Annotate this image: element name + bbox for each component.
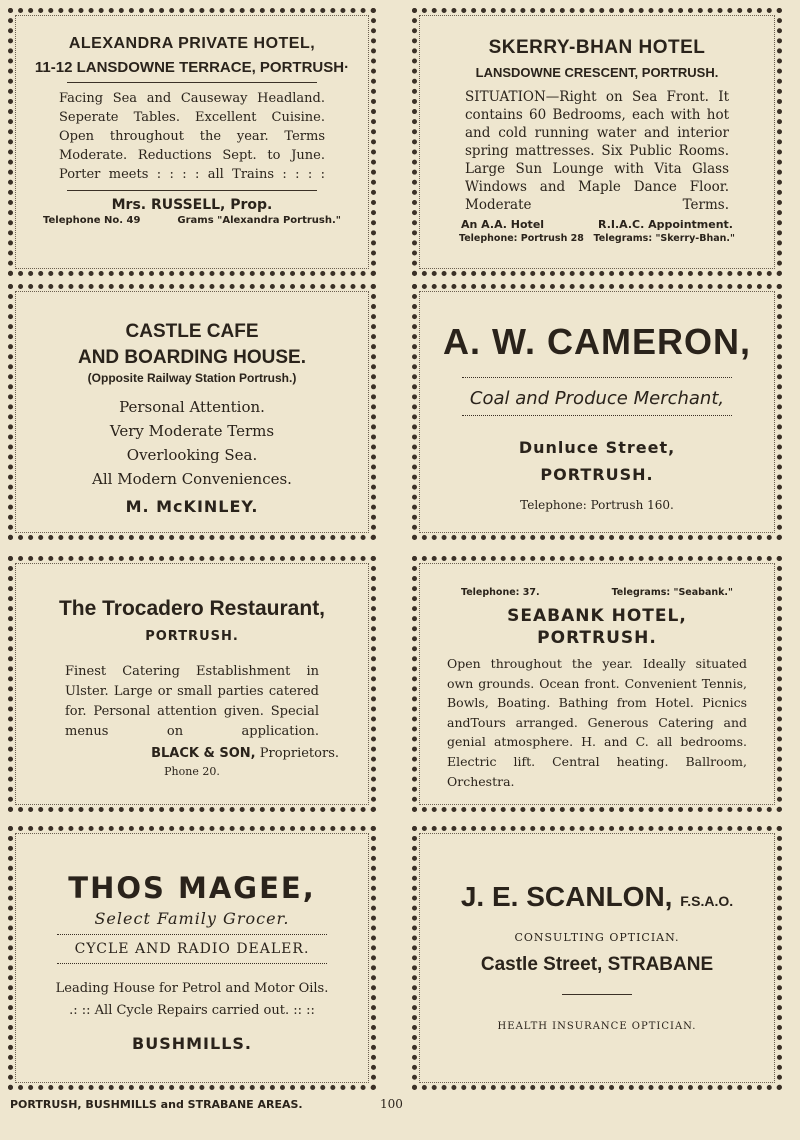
- ad-alexandra-private-hotel: [8, 8, 376, 276]
- divider: [57, 963, 327, 964]
- divider: [67, 82, 317, 83]
- ad-dealer: CYCLE AND RADIO DEALER.: [74, 941, 310, 957]
- ad-telephone: Telephone: Portrush 160.: [520, 498, 674, 512]
- ad-body: Facing Sea and Causeway Headland. Seperate Tables. Excellent Cuisine. Open throughout the year. Terms Moderate. Reductions Sept. to June. Porter meets : : : : all Trains : : : :: [59, 91, 325, 182]
- footer-areas: PORTRUSH, BUSHMILLS and STRABANE AREAS.: [10, 1098, 303, 1111]
- ad-telephone: Telephone: 37.: [461, 587, 540, 598]
- ad-services: [29, 978, 355, 1022]
- divider: [67, 190, 317, 191]
- ad-trocadero-restaurant: [8, 556, 376, 812]
- ad-features: [29, 395, 355, 491]
- ad-street: Dunluce Street,: [518, 438, 676, 457]
- ad-contact-row: [459, 233, 735, 244]
- ad-phone: Phone 20.: [164, 765, 220, 778]
- ad-town: BUSHMILLS.: [132, 1034, 252, 1053]
- ad-skerry-bhan-hotel: [412, 8, 782, 276]
- divider: [57, 934, 327, 935]
- ad-title: THOS MAGEE,: [68, 871, 316, 905]
- ad-town: PORTRUSH.: [540, 465, 654, 484]
- ad-seabank-hotel: [412, 556, 782, 812]
- ad-castle-cafe: [8, 284, 376, 540]
- ad-town: PORTRUSH.: [145, 629, 239, 644]
- ad-location: (Opposite Railway Station Portrush.): [87, 371, 297, 385]
- ad-contact-row: [461, 587, 733, 598]
- ad-qualification: F.S.A.O.: [680, 893, 734, 909]
- ad-title: CASTLE CAFE: [125, 321, 259, 342]
- ad-town: PORTRUSH.: [537, 628, 657, 648]
- ad-role: CONSULTING OPTICIAN.: [514, 931, 680, 944]
- ad-appointment-row: [461, 218, 733, 231]
- ad-body: SITUATION—Right on Sea Front. It contains 60 Bedrooms, each with hot and cold running water and interior spring mattresses. Six Public Rooms. Large Sun Lounge with Vita Glass Windows and Maple Dance Floor. Moderate Terms.: [465, 89, 729, 213]
- ad-trade: Select Family Grocer.: [94, 909, 290, 928]
- ad-trade: Coal and Produce Merchant,: [469, 388, 725, 409]
- ad-title: [433, 881, 761, 913]
- ad-name: J. E. SCANLON,: [460, 881, 673, 912]
- ad-title: A. W. CAMERON,: [443, 321, 751, 362]
- feature-line: Personal Attention.: [119, 398, 265, 416]
- ad-body: Open throughout the year. Ideally situated own grounds. Ocean front. Convenient Tennis, Bowls, Boating. Bathing from Hotel. Picnics andTours arranged. Generous Catering and genial atmosphere. H. and C. all bedrooms. Electric lift. Central heating. Ballroom, Orchestra.: [447, 656, 747, 789]
- ad-telegrams: Telegrams: "Skerry-Bhan.": [593, 233, 735, 244]
- ad-aa: An A.A. Hotel: [461, 218, 545, 231]
- service-line: Leading House for Petrol and Motor Oils.: [55, 981, 329, 996]
- ad-title: SEABANK HOTEL,: [507, 606, 687, 626]
- ad-aw-cameron: [412, 284, 782, 540]
- ad-subtitle: AND BOARDING HOUSE.: [77, 347, 306, 368]
- ad-telephone: Telephone No. 49: [43, 215, 141, 226]
- ad-grams: Grams "Alexandra Portrush.": [177, 215, 341, 226]
- divider: [462, 377, 732, 378]
- ad-thos-magee: [8, 826, 376, 1090]
- page-number: 100: [380, 1097, 403, 1111]
- ad-je-scanlon: [412, 826, 782, 1090]
- proprietor-name: BLACK & SON,: [151, 746, 256, 761]
- divider: [462, 415, 732, 416]
- ad-note: HEALTH INSURANCE OPTICIAN.: [497, 1021, 697, 1032]
- ad-riac: R.I.A.C. Appointment.: [598, 218, 733, 231]
- ad-proprietor: M. McKINLEY.: [125, 497, 259, 516]
- feature-line: Very Moderate Terms: [109, 422, 275, 440]
- ad-proprietor: Mrs. RUSSELL, Prop.: [111, 197, 273, 213]
- ad-title: ALEXANDRA PRIVATE HOTEL,: [68, 35, 316, 52]
- proprietor-title: Proprietors.: [259, 746, 339, 761]
- ad-address: Castle Street, STRABANE: [480, 954, 714, 975]
- feature-line: Overlooking Sea.: [126, 446, 258, 464]
- ad-telephone: Telephone: Portrush 28: [459, 233, 584, 244]
- feature-line: All Modern Conveniences.: [92, 470, 292, 488]
- ad-title: SKERRY-BHAN HOTEL: [488, 37, 706, 58]
- divider: [562, 994, 632, 995]
- ad-contact-row: [43, 215, 341, 226]
- ad-address: 11-12 LANSDOWNE TERRACE, PORTRUSH·: [34, 59, 350, 76]
- ad-body: Finest Catering Establishment in Ulster. Large or small parties catered for. Personal attention given. Special menus on application.: [65, 664, 319, 739]
- ad-proprietor: [29, 746, 355, 761]
- ad-title: The Trocadero Restaurant,: [58, 597, 326, 620]
- ad-telegrams: Telegrams: "Seabank.": [611, 587, 733, 598]
- ad-address: LANSDOWNE CRESCENT, PORTRUSH.: [475, 65, 719, 80]
- service-line: .: :: All Cycle Repairs carried out. :: ::: [69, 1003, 315, 1018]
